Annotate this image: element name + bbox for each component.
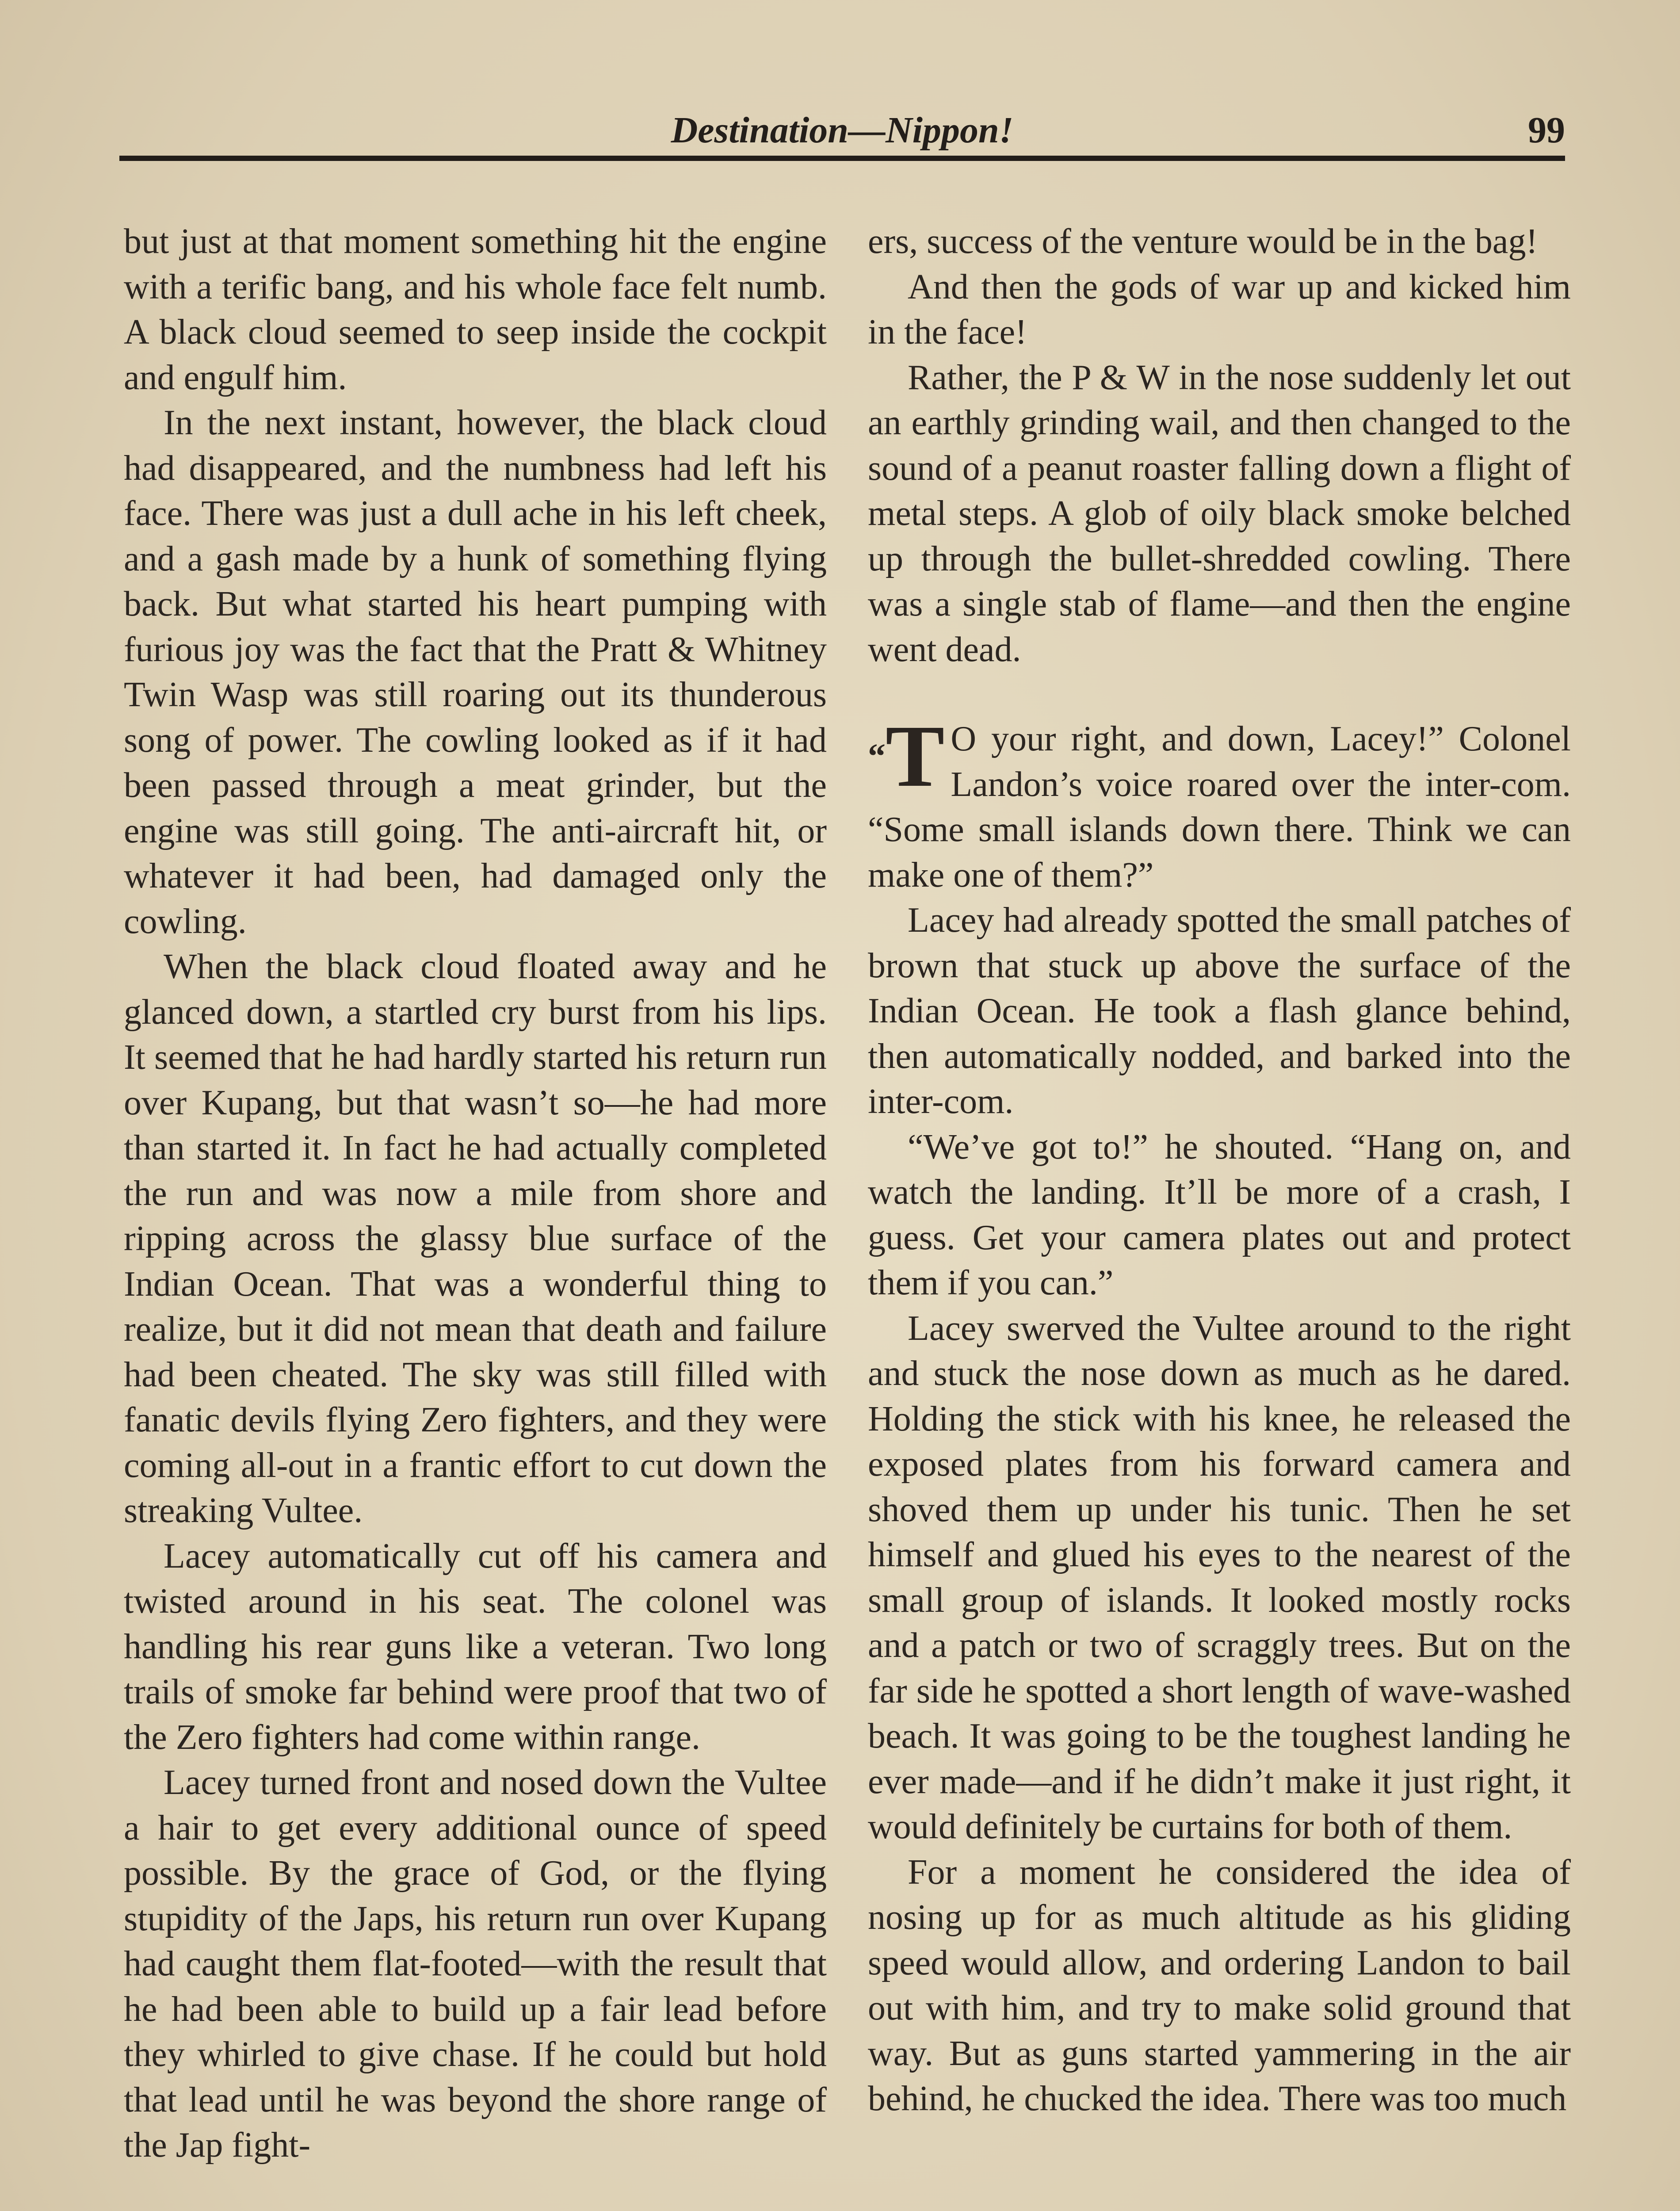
dropcap-text: O your right, and down, Lacey!” Colonel Landon’s voice roared over the inter-com. “Some small islands down there. Think we can make one of them?”: [868, 719, 1571, 895]
running-header: [119, 106, 1565, 159]
paragraph: When the black cloud floated away and he glanced down, a startled cry burst from his lips. It seemed that he had hardly started his return run over Kupang, but that wasn’t so—he had more than started it. In fact he had actually completed the run and was now a mile from shore and ripping across the glassy blue surface of the Indian Ocean. That was a wonderful thing to realize, but it did not mean that death and failure had been cheated. The sky was still filled with fanatic devils flying Zero fighters, and they were coming all-out in a frantic effort to cut down the streaking Vultee.: [124, 947, 827, 1530]
right-column: [868, 219, 1571, 2122]
paragraph: Lacey swerved the Vultee around to the right and stuck the nose down as much as he dared. Holding the stick with his knee, he released the exposed plates from his forward camera and shoved them up under his tunic. Then he set himself and glued his eyes to the nearest of the small group of islands. It looked mostly rocks and a patch or two of scraggly trees. But on the far side he spotted a short length of wave-washed beach. It was going to be the toughest landing he ever made—and if he didn’t make it just right, it would definitely be curtains for both of them.: [868, 1308, 1571, 1846]
page-number: 99: [1528, 110, 1565, 151]
paragraph: but just at that moment something hit the engine with a terific bang, and his whole face felt numb. A black cloud seemed to seep inside the cockpit and engulf him.: [124, 222, 827, 397]
drop-cap-letter: T: [886, 708, 945, 805]
paragraph: Lacey had already spotted the small patches of brown that stuck up above the surface of the Indian Ocean. He took a flash glance behind, then automatically nodded, and barked into the inter-com.: [868, 901, 1571, 1121]
paragraph: ers, success of the venture would be in the bag!: [868, 222, 1538, 261]
running-title: Destination—Nippon!: [671, 110, 1014, 151]
left-column: [124, 219, 827, 2168]
paragraph: “We’ve got to!” he shouted. “Hang on, and watch the landing. It’ll be more of a crash, I guess. Get your camera plates out and protect them if you can.”: [868, 1127, 1571, 1302]
paragraph: In the next instant, however, the black cloud had disappeared, and the numbness had left his face. There was just a dull ache in his left cheek, and a gash made by a hunk of something flying back. But what started his heart pumping with furious joy was the fact that the Pratt & Whitney Twin Wasp was still roaring out its thunderous song of power. The cowling looked as if it had been passed through a meat grinder, but the engine was still going. The anti-aircraft hit, or whatever it had been, had damaged only the cowling.: [124, 403, 827, 941]
dropcap-paragraph: [868, 708, 1571, 898]
paragraph: Lacey automatically cut off his camera and twisted around in his seat. The colonel was handling his rear guns like a veteran. Two long trails of smoke far behind were proof that two of the Zero fighters had come within range.: [124, 1536, 827, 1757]
header-rule: [119, 156, 1565, 161]
paragraph: For a moment he considered the idea of nosing up for as much altitude as his gliding speed would allow, and ordering Landon to bail out with him, and try to make solid ground that way. But as guns started yammering in the air behind, he chucked the idea. There was too much: [868, 1852, 1571, 2118]
paragraph: Rather, the P & W in the nose suddenly let out an earthly grinding wail, and then changed to the sound of a peanut roaster falling down a flight of metal steps. A glob of oily black smoke belched up through the bullet-shredded cowling. There was a single stab of flame—and then the engine went dead.: [868, 358, 1571, 669]
drop-cap: [868, 708, 945, 805]
paragraph: Lacey turned front and nosed down the Vultee a hair to get every additional ounce of speed possible. By the grace of God, or the flying stupidity of the Japs, his return run over Kupang had caught them flat-footed—with the result that he had been able to build up a fair lead before they whirled to give chase. If he could but hold that lead until he was beyond the shore range of the Jap fight-: [124, 1763, 827, 2165]
paragraph: And then the gods of war up and kicked him in the face!: [868, 267, 1571, 352]
drop-cap-quote: “: [868, 737, 886, 776]
